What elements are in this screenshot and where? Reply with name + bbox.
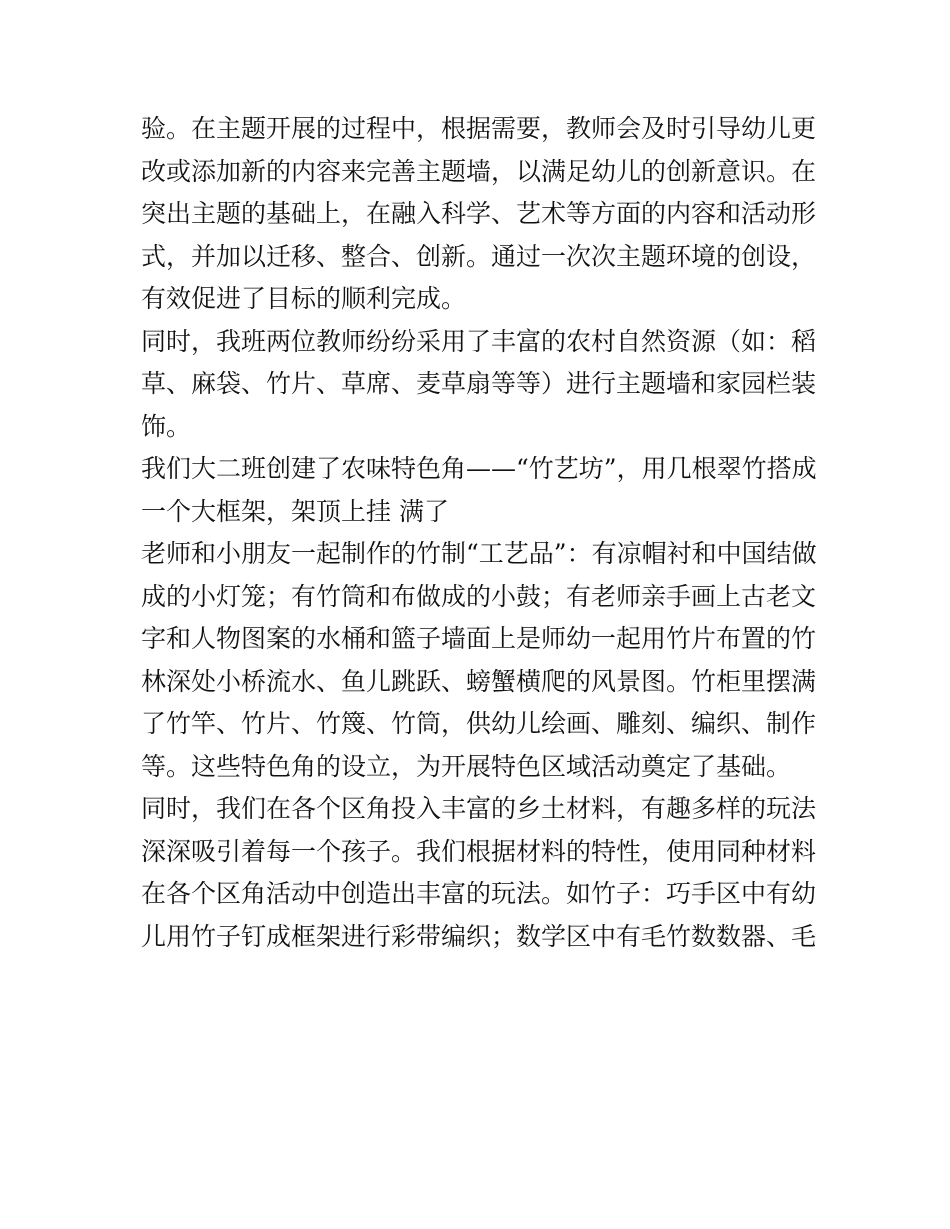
text-line: 突出主题的基础上，在融入科学、艺术等方面的内容和活动形 — [141, 199, 817, 228]
text-line: 字和人物图案的水桶和篮子墙面上是师幼一起用竹片布置的竹 — [141, 624, 817, 653]
text-line: 饰。 — [141, 411, 192, 441]
text-line: 验。在主题开展的过程中，根据需要，教师会及时引导幼儿更 — [141, 114, 817, 143]
text-line: 成的小灯笼；有竹筒和布做成的小鼓；有老师亲手画上古老文 — [141, 581, 817, 611]
text-line: 深深吸引着每一个孩子。我们根据材料的特性，使用同种材料 — [141, 836, 817, 866]
text-line: 同时，我班两位教师纷纷采用了丰富的农村自然资源（如：稻 — [141, 326, 817, 356]
text-line: 我们大二班创建了农味特色角——“竹艺坊”，用几根翠竹搭成 — [141, 454, 817, 483]
text-line: 在各个区角活动中创造出丰富的玩法。如竹子：巧手区中有幼 — [141, 879, 817, 908]
text-line: 有效促进了目标的顺利完成。 — [141, 284, 467, 313]
text-line: 同时，我们在各个区角投入丰富的乡土材料，有趣多样的玩法 — [141, 794, 817, 823]
text-line: 林深处小桥流水、鱼儿跳跃、螃蟹横爬的风景图。竹柜里摆满 — [141, 666, 817, 696]
text-line: 儿用竹子钉成框架进行彩带编织；数学区中有毛竹数数器、毛 — [141, 921, 817, 951]
text-line: 等。这些特色角的设立，为开展特色区域活动奠定了基础。 — [141, 751, 792, 781]
text-line: 一个大框架，架顶上挂 满了 — [141, 496, 449, 526]
body-text — [141, 108, 821, 958]
text-line: 了竹竿、竹片、竹篾、竹筒，供幼儿绘画、雕刻、编织、制作 — [141, 709, 817, 738]
text-line: 老师和小朋友一起制作的竹制“工艺品”：有凉帽衬和中国结做 — [141, 539, 817, 568]
text-line: 式，并加以迁移、整合、创新。通过一次次主题环境的创设， — [141, 241, 817, 271]
text-line: 改或添加新的内容来完善主题墙，以满足幼儿的创新意识。在 — [141, 156, 817, 186]
text-line: 草、麻袋、竹片、草席、麦草扇等等）进行主题墙和家园栏装 — [141, 369, 817, 398]
